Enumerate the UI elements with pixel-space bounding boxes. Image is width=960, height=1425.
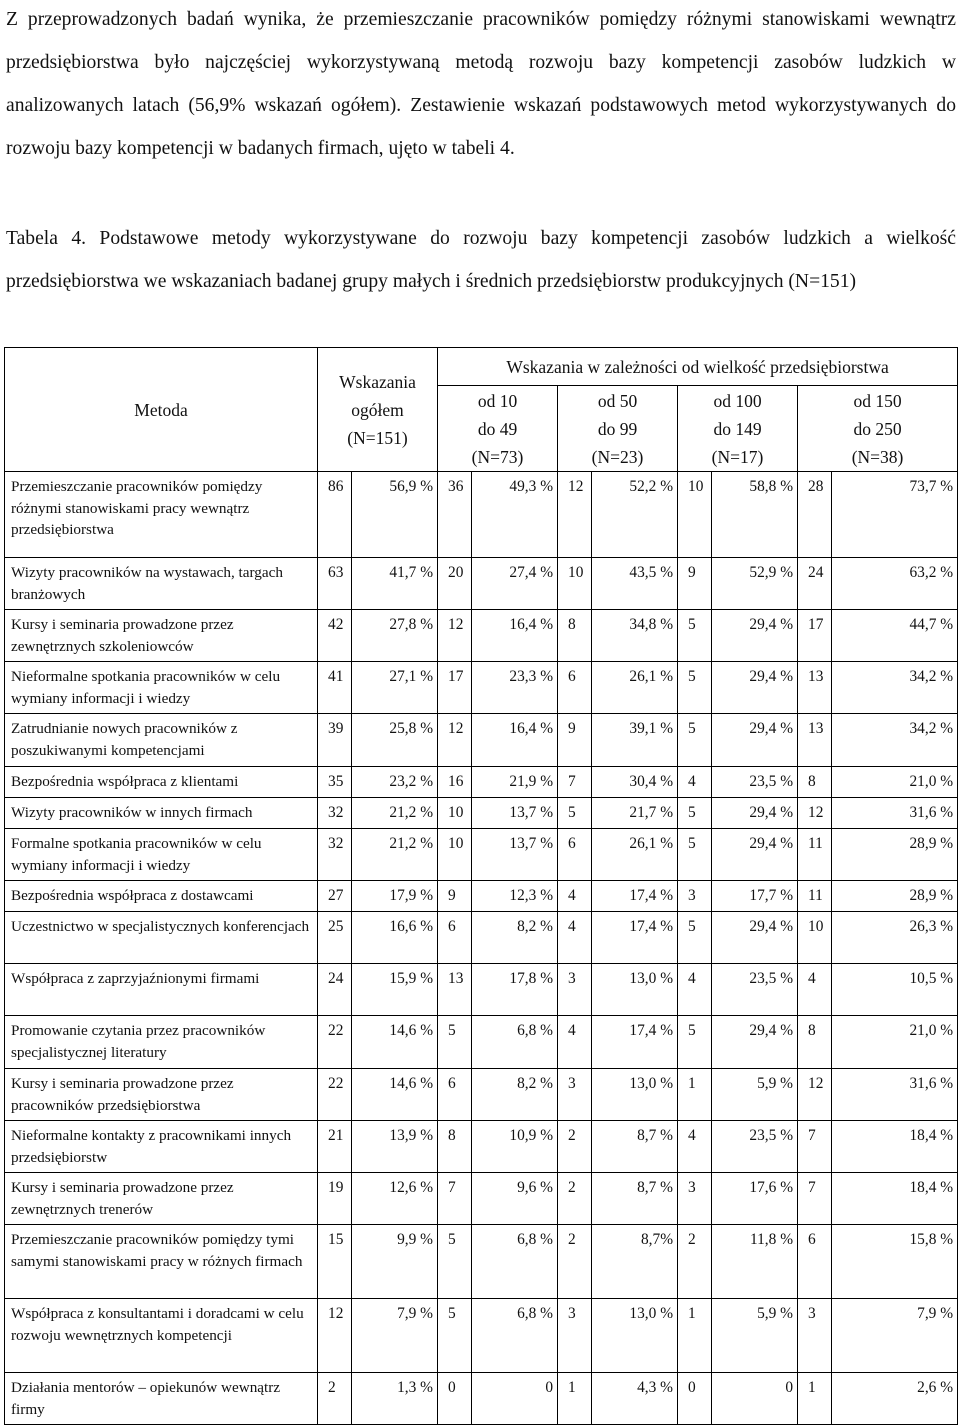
percent-cell: 17,7 % <box>712 881 798 912</box>
percent-cell: 34,2 % <box>832 714 958 767</box>
method-cell: Działania mentorów – opiekunów wewnątrz firmy <box>5 1373 318 1425</box>
count-cell: 7 <box>798 1173 832 1225</box>
count-cell: 2 <box>558 1121 592 1173</box>
method-cell: Współpraca z zaprzyjaźnionymi firmami <box>5 964 318 1016</box>
percent-cell: 27,1 % <box>352 662 438 714</box>
table-row <box>5 472 958 558</box>
count-cell: 12 <box>438 714 472 767</box>
count-cell: 1 <box>678 1299 712 1373</box>
count-cell: 41 <box>318 662 352 714</box>
count-cell: 5 <box>678 1016 712 1069</box>
count-cell: 4 <box>678 767 712 798</box>
count-cell: 10 <box>438 829 472 881</box>
count-cell: 28 <box>798 472 832 558</box>
methods-table <box>4 347 958 1425</box>
percent-cell: 1,3 % <box>352 1373 438 1425</box>
count-cell: 17 <box>438 662 472 714</box>
percent-cell: 8,7 % <box>592 1173 678 1225</box>
count-cell: 8 <box>798 767 832 798</box>
count-cell: 12 <box>798 1069 832 1121</box>
percent-cell: 15,9 % <box>352 964 438 1016</box>
percent-cell: 17,6 % <box>712 1173 798 1225</box>
percent-cell: 44,7 % <box>832 610 958 662</box>
header-size-line: od 50 <box>597 390 638 411</box>
count-cell: 10 <box>558 558 592 610</box>
percent-cell: 16,4 % <box>472 610 558 662</box>
header-size-line: (N=38) <box>851 446 904 467</box>
count-cell: 6 <box>798 1225 832 1299</box>
table-row <box>5 1373 958 1425</box>
percent-cell: 28,9 % <box>832 881 958 912</box>
percent-cell: 39,1 % <box>592 714 678 767</box>
percent-cell: 29,4 % <box>712 912 798 964</box>
method-cell: Wizyty pracowników w innych firmach <box>5 798 318 829</box>
count-cell: 11 <box>798 829 832 881</box>
count-cell: 3 <box>678 1173 712 1225</box>
percent-cell: 23,5 % <box>712 964 798 1016</box>
count-cell: 4 <box>678 964 712 1016</box>
percent-cell: 17,9 % <box>352 881 438 912</box>
percent-cell: 12,6 % <box>352 1173 438 1225</box>
count-cell: 5 <box>438 1299 472 1373</box>
table-row <box>5 1069 958 1121</box>
percent-cell: 8,2 % <box>472 912 558 964</box>
percent-cell: 7,9 % <box>352 1299 438 1373</box>
percent-cell: 23,3 % <box>472 662 558 714</box>
count-cell: 13 <box>438 964 472 1016</box>
count-cell: 4 <box>678 1121 712 1173</box>
table-row <box>5 714 958 767</box>
method-cell: Bezpośrednia współpraca z dostawcami <box>5 881 318 912</box>
percent-cell: 21,0 % <box>832 1016 958 1069</box>
method-cell: Kursy i seminaria prowadzone przez pracowników przedsiębiorstwa <box>5 1069 318 1121</box>
percent-cell: 6,8 % <box>472 1016 558 1069</box>
percent-cell: 21,0 % <box>832 767 958 798</box>
percent-cell: 12,3 % <box>472 881 558 912</box>
percent-cell: 29,4 % <box>712 1016 798 1069</box>
percent-cell: 17,8 % <box>472 964 558 1016</box>
percent-cell: 17,4 % <box>592 912 678 964</box>
percent-cell: 11,8 % <box>712 1225 798 1299</box>
percent-cell: 6,8 % <box>472 1225 558 1299</box>
header-total <box>318 348 438 472</box>
percent-cell: 23,5 % <box>712 767 798 798</box>
count-cell: 10 <box>438 798 472 829</box>
table-body <box>5 472 958 1425</box>
percent-cell: 5,9 % <box>712 1069 798 1121</box>
header-size-line: od 150 <box>853 390 902 411</box>
count-cell: 1 <box>678 1069 712 1121</box>
table-row <box>5 798 958 829</box>
percent-cell: 29,4 % <box>712 610 798 662</box>
count-cell: 24 <box>798 558 832 610</box>
percent-cell: 8,7% <box>592 1225 678 1299</box>
percent-cell: 28,9 % <box>832 829 958 881</box>
percent-cell: 16,6 % <box>352 912 438 964</box>
header-total-line: (N=151) <box>347 427 408 448</box>
percent-cell: 10,9 % <box>472 1121 558 1173</box>
count-cell: 1 <box>558 1373 592 1425</box>
header-size-line: do 250 <box>853 418 902 439</box>
table-row <box>5 1225 958 1299</box>
count-cell: 7 <box>558 767 592 798</box>
header-size-line: (N=17) <box>711 446 764 467</box>
count-cell: 1 <box>798 1373 832 1425</box>
count-cell: 86 <box>318 472 352 558</box>
count-cell: 11 <box>798 881 832 912</box>
method-cell: Nieformalne kontakty z pracownikami innych przedsiębiorstw <box>5 1121 318 1173</box>
count-cell: 17 <box>798 610 832 662</box>
count-cell: 4 <box>558 1016 592 1069</box>
table-row <box>5 1173 958 1225</box>
count-cell: 0 <box>678 1373 712 1425</box>
percent-cell: 27,8 % <box>352 610 438 662</box>
count-cell: 7 <box>438 1173 472 1225</box>
method-cell: Przemieszczanie pracowników pomiędzy tymi samymi stanowiskami pracy w różnych firmach <box>5 1225 318 1299</box>
count-cell: 13 <box>798 662 832 714</box>
count-cell: 12 <box>558 472 592 558</box>
table-row <box>5 1299 958 1373</box>
percent-cell: 34,8 % <box>592 610 678 662</box>
count-cell: 5 <box>678 829 712 881</box>
count-cell: 2 <box>558 1173 592 1225</box>
percent-cell: 63,2 % <box>832 558 958 610</box>
count-cell: 5 <box>678 662 712 714</box>
count-cell: 3 <box>798 1299 832 1373</box>
percent-cell: 4,3 % <box>592 1373 678 1425</box>
percent-cell: 14,6 % <box>352 1016 438 1069</box>
method-cell: Zatrudnianie nowych pracowników z poszukiwanymi kompetencjami <box>5 714 318 767</box>
count-cell: 3 <box>558 964 592 1016</box>
count-cell: 9 <box>558 714 592 767</box>
percent-cell: 18,4 % <box>832 1121 958 1173</box>
percent-cell: 58,8 % <box>712 472 798 558</box>
percent-cell: 15,8 % <box>832 1225 958 1299</box>
header-size-line: od 10 <box>477 390 518 411</box>
count-cell: 35 <box>318 767 352 798</box>
table-row <box>5 767 958 798</box>
count-cell: 2 <box>558 1225 592 1299</box>
count-cell: 13 <box>798 714 832 767</box>
method-cell: Przemieszczanie pracowników pomiędzy różnymi stanowiskami pracy wewnątrz przedsiębiorstwa <box>5 472 318 558</box>
method-cell: Kursy i seminaria prowadzone przez zewnętrznych szkoleniowców <box>5 610 318 662</box>
percent-cell: 29,4 % <box>712 714 798 767</box>
count-cell: 20 <box>438 558 472 610</box>
percent-cell: 25,8 % <box>352 714 438 767</box>
count-cell: 2 <box>678 1225 712 1299</box>
percent-cell: 0 <box>712 1373 798 1425</box>
count-cell: 5 <box>438 1016 472 1069</box>
table-row <box>5 964 958 1016</box>
header-total-line: ogółem <box>351 399 404 420</box>
percent-cell: 7,9 % <box>832 1299 958 1373</box>
table-row <box>5 1121 958 1173</box>
count-cell: 7 <box>798 1121 832 1173</box>
percent-cell: 17,4 % <box>592 881 678 912</box>
method-cell: Wizyty pracowników na wystawach, targach branżowych <box>5 558 318 610</box>
count-cell: 5 <box>438 1225 472 1299</box>
count-cell: 4 <box>558 881 592 912</box>
count-cell: 5 <box>678 714 712 767</box>
count-cell: 6 <box>438 912 472 964</box>
table-caption: Tabela 4. Podstawowe metody wykorzystywane do rozwoju bazy kompetencji zasobów ludzkich a wielkość przedsiębiorstwa we wskazaniach badanej grupy małych i średnich przedsiębiorstw produkcyjnych (N=151) <box>6 228 956 292</box>
count-cell: 8 <box>438 1121 472 1173</box>
method-cell: Promowanie czytania przez pracowników specjalistycznej literatury <box>5 1016 318 1069</box>
percent-cell: 13,0 % <box>592 964 678 1016</box>
count-cell: 36 <box>438 472 472 558</box>
header-method: Metoda <box>5 348 318 472</box>
count-cell: 32 <box>318 829 352 881</box>
header-size-group: Wskazania w zależności od wielkość przedsiębiorstwa <box>438 348 958 386</box>
percent-cell: 0 <box>472 1373 558 1425</box>
percent-cell: 13,7 % <box>472 798 558 829</box>
method-cell: Kursy i seminaria prowadzone przez zewnętrznych trenerów <box>5 1173 318 1225</box>
count-cell: 25 <box>318 912 352 964</box>
header-size-50-99 <box>558 386 678 472</box>
percent-cell: 30,4 % <box>592 767 678 798</box>
count-cell: 10 <box>678 472 712 558</box>
header-size-line: (N=23) <box>591 446 644 467</box>
table-row <box>5 829 958 881</box>
header-size-100-149 <box>678 386 798 472</box>
intro-paragraph: Z przeprowadzonych badań wynika, że przemieszczanie pracowników pomiędzy różnymi stanowiskami wewnątrz przedsiębiorstwa było najczęściej wykorzystywaną metodą rozwoju bazy kompetencji zasobów ludzkich w analizowanych latach (56,9% wskazań ogółem). Zestawienie wskazań podstawowych metod wykorzystywanych do rozwoju bazy kompetencji w badanych firmach, ujęto w tabeli 4. <box>6 9 956 159</box>
count-cell: 4 <box>798 964 832 1016</box>
percent-cell: 23,5 % <box>712 1121 798 1173</box>
table-row <box>5 1016 958 1069</box>
percent-cell: 13,0 % <box>592 1299 678 1373</box>
count-cell: 63 <box>318 558 352 610</box>
percent-cell: 13,7 % <box>472 829 558 881</box>
percent-cell: 73,7 % <box>832 472 958 558</box>
count-cell: 6 <box>558 662 592 714</box>
count-cell: 4 <box>558 912 592 964</box>
percent-cell: 23,2 % <box>352 767 438 798</box>
count-cell: 10 <box>798 912 832 964</box>
count-cell: 5 <box>678 912 712 964</box>
percent-cell: 6,8 % <box>472 1299 558 1373</box>
header-size-line: do 49 <box>477 418 518 439</box>
percent-cell: 9,9 % <box>352 1225 438 1299</box>
percent-cell: 21,2 % <box>352 829 438 881</box>
method-cell: Bezpośrednia współpraca z klientami <box>5 767 318 798</box>
percent-cell: 26,1 % <box>592 662 678 714</box>
table-row <box>5 881 958 912</box>
percent-cell: 43,5 % <box>592 558 678 610</box>
percent-cell: 29,4 % <box>712 662 798 714</box>
header-size-150-250 <box>798 386 958 472</box>
count-cell: 8 <box>798 1016 832 1069</box>
count-cell: 2 <box>318 1373 352 1425</box>
count-cell: 3 <box>558 1299 592 1373</box>
table-row <box>5 610 958 662</box>
table-row <box>5 558 958 610</box>
percent-cell: 21,9 % <box>472 767 558 798</box>
percent-cell: 16,4 % <box>472 714 558 767</box>
count-cell: 27 <box>318 881 352 912</box>
header-size-line: do 99 <box>597 418 638 439</box>
percent-cell: 26,3 % <box>832 912 958 964</box>
table-row <box>5 912 958 964</box>
method-cell: Nieformalne spotkania pracowników w celu wymiany informacji i wiedzy <box>5 662 318 714</box>
percent-cell: 29,4 % <box>712 829 798 881</box>
count-cell: 12 <box>798 798 832 829</box>
count-cell: 8 <box>558 610 592 662</box>
header-total-line: Wskazania <box>339 371 416 392</box>
percent-cell: 26,1 % <box>592 829 678 881</box>
count-cell: 9 <box>438 881 472 912</box>
count-cell: 9 <box>678 558 712 610</box>
count-cell: 15 <box>318 1225 352 1299</box>
header-size-line: do 149 <box>713 418 762 439</box>
percent-cell: 31,6 % <box>832 1069 958 1121</box>
percent-cell: 21,7 % <box>592 798 678 829</box>
count-cell: 22 <box>318 1069 352 1121</box>
count-cell: 21 <box>318 1121 352 1173</box>
count-cell: 12 <box>438 610 472 662</box>
percent-cell: 8,7 % <box>592 1121 678 1173</box>
count-cell: 16 <box>438 767 472 798</box>
percent-cell: 8,2 % <box>472 1069 558 1121</box>
percent-cell: 10,5 % <box>832 964 958 1016</box>
percent-cell: 21,2 % <box>352 798 438 829</box>
count-cell: 0 <box>438 1373 472 1425</box>
count-cell: 22 <box>318 1016 352 1069</box>
count-cell: 5 <box>678 798 712 829</box>
method-cell: Formalne spotkania pracowników w celu wymiany informacji i wiedzy <box>5 829 318 881</box>
count-cell: 3 <box>558 1069 592 1121</box>
percent-cell: 14,6 % <box>352 1069 438 1121</box>
count-cell: 6 <box>438 1069 472 1121</box>
count-cell: 42 <box>318 610 352 662</box>
header-size-10-49 <box>438 386 558 472</box>
count-cell: 32 <box>318 798 352 829</box>
method-cell: Współpraca z konsultantami i doradcami w celu rozwoju wewnętrznych kompetencji <box>5 1299 318 1373</box>
header-size-line: od 100 <box>713 390 762 411</box>
percent-cell: 31,6 % <box>832 798 958 829</box>
percent-cell: 34,2 % <box>832 662 958 714</box>
percent-cell: 5,9 % <box>712 1299 798 1373</box>
count-cell: 5 <box>558 798 592 829</box>
count-cell: 24 <box>318 964 352 1016</box>
count-cell: 19 <box>318 1173 352 1225</box>
method-cell: Uczestnictwo w specjalistycznych konferencjach <box>5 912 318 964</box>
percent-cell: 18,4 % <box>832 1173 958 1225</box>
header-size-line: (N=73) <box>471 446 524 467</box>
percent-cell: 9,6 % <box>472 1173 558 1225</box>
count-cell: 3 <box>678 881 712 912</box>
count-cell: 6 <box>558 829 592 881</box>
percent-cell: 52,9 % <box>712 558 798 610</box>
count-cell: 12 <box>318 1299 352 1373</box>
percent-cell: 13,9 % <box>352 1121 438 1173</box>
percent-cell: 56,9 % <box>352 472 438 558</box>
percent-cell: 27,4 % <box>472 558 558 610</box>
percent-cell: 41,7 % <box>352 558 438 610</box>
percent-cell: 17,4 % <box>592 1016 678 1069</box>
table-row <box>5 662 958 714</box>
count-cell: 39 <box>318 714 352 767</box>
percent-cell: 49,3 % <box>472 472 558 558</box>
percent-cell: 13,0 % <box>592 1069 678 1121</box>
percent-cell: 52,2 % <box>592 472 678 558</box>
count-cell: 5 <box>678 610 712 662</box>
percent-cell: 29,4 % <box>712 798 798 829</box>
percent-cell: 2,6 % <box>832 1373 958 1425</box>
